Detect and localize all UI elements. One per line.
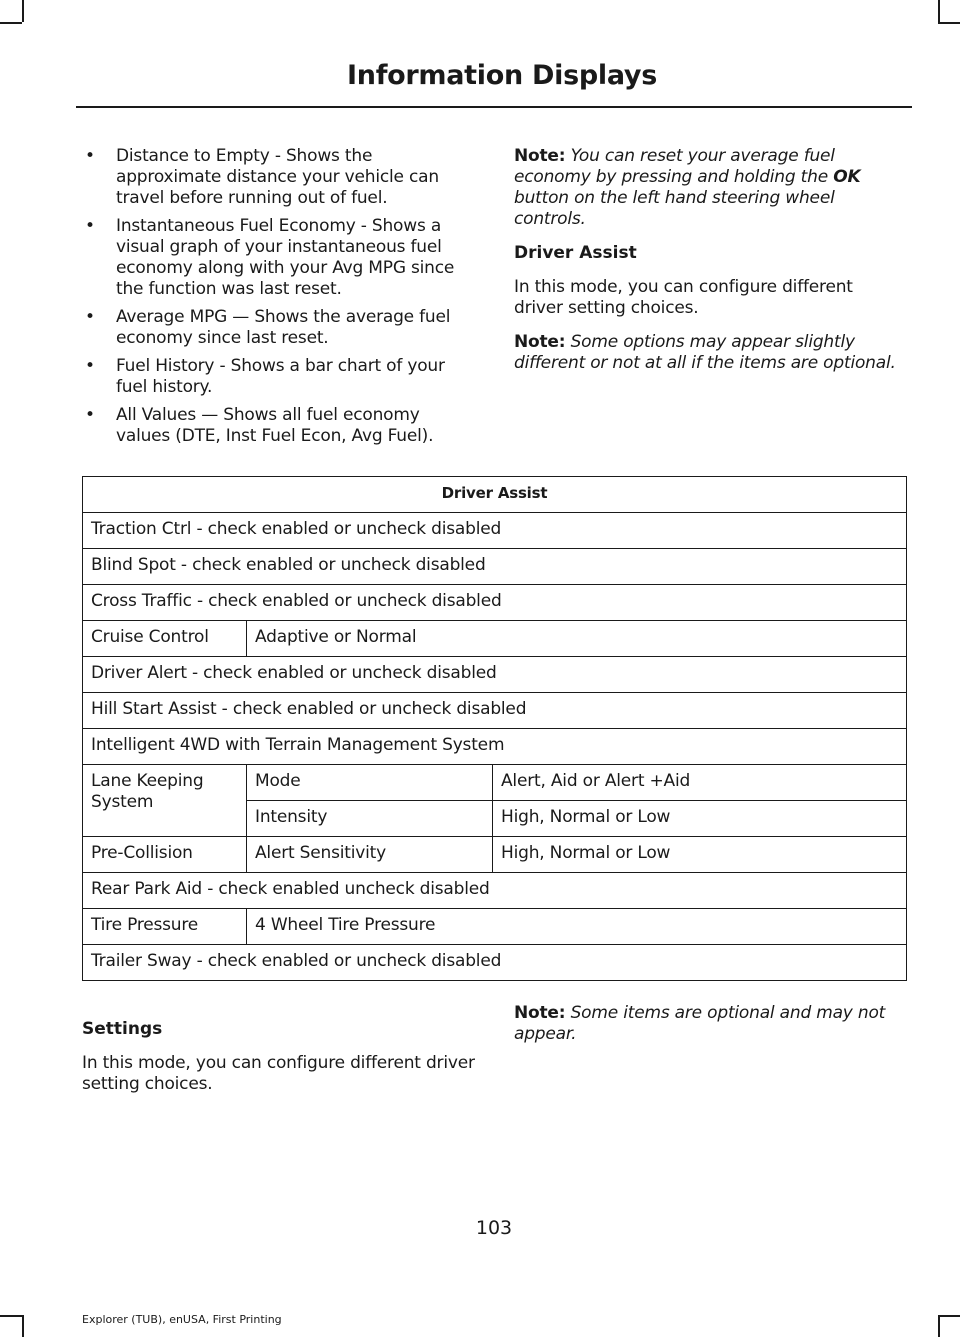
list-item <box>82 307 477 349</box>
table-row <box>83 765 907 801</box>
table-row <box>83 837 907 873</box>
table-cell: Intelligent 4WD with Terrain Management System <box>83 729 907 765</box>
table-cell: Adaptive or Normal <box>247 621 907 657</box>
list-item-text: Instantaneous Fuel Economy - Shows a visual graph of your instantaneous fuel economy along with your Avg MPG since the function was last reset. <box>116 216 455 299</box>
bullet-icon: • <box>85 405 95 425</box>
table-cell: Trailer Sway - check enabled or uncheck disabled <box>83 945 907 981</box>
bullet-icon: • <box>85 146 95 166</box>
right-column <box>514 146 906 387</box>
table-cell: Intensity <box>247 801 493 837</box>
settings-section <box>82 1019 477 1108</box>
page-number: 103 <box>475 1217 513 1239</box>
page-title: Information Displays <box>347 60 657 91</box>
note-options <box>514 332 906 374</box>
note-text <box>514 146 860 229</box>
table-cell: High, Normal or Low <box>493 837 907 873</box>
crop-mark-top-left-h <box>0 22 22 24</box>
table-cell: Alert Sensitivity <box>247 837 493 873</box>
note-text-before: You can reset your average fuel economy by pressing and holding the <box>514 146 835 187</box>
fuel-display-list <box>82 146 477 447</box>
crop-mark-bottom-left-h <box>0 1315 22 1317</box>
table-cell: Cross Traffic - check enabled or uncheck disabled <box>83 585 907 621</box>
list-item <box>82 216 477 300</box>
table-row <box>83 549 907 585</box>
driver-assist-heading: Driver Assist <box>514 243 637 263</box>
note-reset-fuel <box>514 146 906 230</box>
note-label: Note: <box>514 146 566 166</box>
crop-mark-top-left <box>22 0 24 22</box>
table-row <box>83 657 907 693</box>
list-item-text: Fuel History - Shows a bar chart of your fuel history. <box>116 356 445 397</box>
table-row <box>83 873 907 909</box>
bullet-icon: • <box>85 307 95 327</box>
table-cell: Blind Spot - check enabled or uncheck disabled <box>83 549 907 585</box>
list-item-text: Average MPG — Shows the average fuel economy since last reset. <box>116 307 451 348</box>
list-item-text: Distance to Empty - Shows the approximate distance your vehicle can travel before running out of fuel. <box>116 146 439 208</box>
table-title: Driver Assist <box>83 477 907 513</box>
driver-assist-table <box>82 476 907 981</box>
table-cell: Tire Pressure <box>83 909 247 945</box>
table-row <box>83 513 907 549</box>
note-text: Some options may appear slightly different or not at all if the items are optional. <box>514 332 896 373</box>
list-item-text: All Values — Shows all fuel economy values (DTE, Inst Fuel Econ, Avg Fuel). <box>116 405 434 446</box>
list-item <box>82 146 477 209</box>
left-column <box>82 146 477 454</box>
crop-mark-bottom-right <box>938 1315 940 1337</box>
crop-mark-bottom-left <box>22 1315 24 1337</box>
list-item <box>82 405 477 447</box>
table-cell: Alert, Aid or Alert +Aid <box>493 765 907 801</box>
driver-assist-paragraph: In this mode, you can configure different driver setting choices. <box>514 277 853 318</box>
table-row <box>83 945 907 981</box>
table-cell: Driver Alert - check enabled or uncheck disabled <box>83 657 907 693</box>
table-row <box>83 909 907 945</box>
table-row <box>83 585 907 621</box>
settings-paragraph: In this mode, you can configure different driver setting choices. <box>82 1053 475 1094</box>
table-cell: Cruise Control <box>83 621 247 657</box>
table-cell: Rear Park Aid - check enabled uncheck disabled <box>83 873 907 909</box>
list-item <box>82 356 477 398</box>
crop-mark-top-right <box>938 0 940 22</box>
ok-button-label: OK <box>833 167 861 187</box>
footer-edition: Explorer (TUB), enUSA, First Printing <box>82 1313 282 1326</box>
settings-heading: Settings <box>82 1019 163 1039</box>
note-optional <box>514 1003 906 1045</box>
note-optional-section <box>514 1003 906 1058</box>
table-row <box>83 729 907 765</box>
table-cell: Mode <box>247 765 493 801</box>
table-cell: Traction Ctrl - check enabled or uncheck disabled <box>83 513 907 549</box>
crop-mark-bottom-right-h <box>938 1315 960 1317</box>
note-label: Note: <box>514 332 566 352</box>
table-cell: High, Normal or Low <box>493 801 907 837</box>
bullet-icon: • <box>85 356 95 376</box>
note-text: Some items are optional and may not appear. <box>514 1003 886 1044</box>
note-text-after: button on the left hand steering wheel controls. <box>514 188 835 229</box>
table-cell: Hill Start Assist - check enabled or uncheck disabled <box>83 693 907 729</box>
table-row <box>83 621 907 657</box>
header-divider <box>76 106 912 108</box>
table-header-row <box>83 477 907 513</box>
note-label: Note: <box>514 1003 566 1023</box>
table-row <box>83 693 907 729</box>
bullet-icon: • <box>85 216 95 236</box>
table-cell: 4 Wheel Tire Pressure <box>247 909 907 945</box>
table-cell: Pre-Collision <box>83 837 247 873</box>
table-cell: Lane Keeping System <box>83 765 247 837</box>
crop-mark-top-right-h <box>938 22 960 24</box>
